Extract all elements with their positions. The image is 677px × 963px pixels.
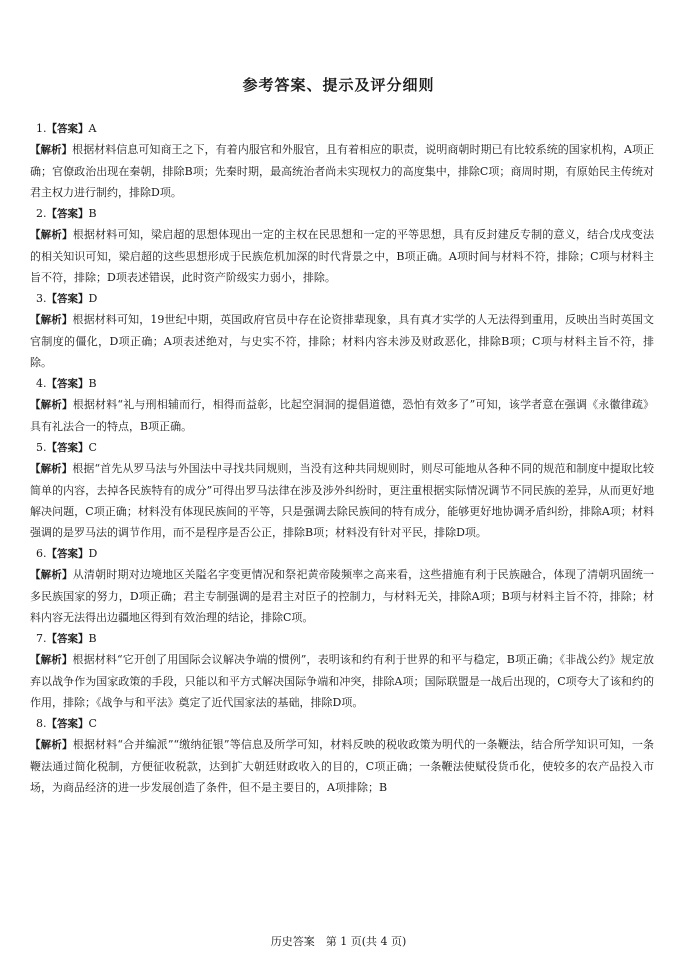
answer-value: B bbox=[88, 632, 97, 645]
question-item bbox=[30, 373, 654, 437]
question-item bbox=[30, 288, 654, 373]
analysis-tag: 【解析】 bbox=[30, 654, 73, 666]
answer-line bbox=[30, 628, 654, 649]
analysis-text: 根据材料“礼与刑相辅而行，相得而益彰，比起空洞洞的提倡道德，恐怕有效多了”可知，该学者意在强调《永徽律疏》具有礼法合一的特点，B项正确。 bbox=[30, 398, 654, 433]
analysis-text: 根据材料“合并编派”“缴纳征银”等信息及所学可知，材料反映的税收政策为明代的一条鞭法，结合所学知识可知，一条鞭法通过简化税制，方便征收税款，达到扩大朝廷财政收入的目的，C项正确；一条鞭法使赋役货币化，使较多的农产品投入市场，为商品经济的进一步发展创造了条件，但不是主要目的，A项排除；B bbox=[30, 738, 654, 794]
answer-value: A bbox=[88, 122, 97, 135]
analysis-tag: 【解析】 bbox=[30, 739, 73, 751]
question-number: 6. bbox=[36, 547, 47, 560]
analysis-text: 根据材料可知，梁启超的思想体现出一定的主权在民思想和一定的平等思想，具有反封建反专制的意义，结合戊戌变法的相关知识可知，梁启超的这些思想形成于民族危机加深的时代背景之中，B项正确。A项时间与材料不符，排除；C项与材料主旨不符，排除；D项表述错误，此时资产阶级实力弱小，排除。 bbox=[30, 228, 655, 284]
answer-value: B bbox=[88, 377, 97, 390]
question-item bbox=[30, 118, 654, 203]
analysis-text: 从清朝时期对边境地区关隘名字变更情况和祭祀黄帝陵频率之高来看，这些措施有利于民族融合，体现了清朝巩固统一多民族国家的努力，D项正确；君主专制强调的是君主对臣子的控制力，与材料无关，排除A项；B项与材料主旨不符，排除；材料内容无法得出边疆地区得到有效治理的结论，排除C项。 bbox=[30, 568, 655, 624]
question-number: 1. bbox=[36, 122, 47, 135]
analysis-paragraph bbox=[30, 649, 654, 713]
answer-value: C bbox=[88, 717, 97, 730]
question-number: 2. bbox=[36, 207, 47, 220]
answer-tag: 【答案】 bbox=[46, 293, 89, 305]
analysis-paragraph bbox=[30, 309, 654, 373]
question-item bbox=[30, 437, 654, 543]
question-item bbox=[30, 713, 654, 798]
answer-tag: 【答案】 bbox=[46, 718, 89, 730]
answers-list bbox=[30, 118, 654, 798]
answer-value: C bbox=[88, 441, 97, 454]
answer-tag: 【答案】 bbox=[46, 548, 89, 560]
answer-line bbox=[30, 118, 654, 139]
question-item bbox=[30, 628, 654, 713]
question-item bbox=[30, 543, 654, 628]
answer-line bbox=[30, 437, 654, 458]
question-number: 3. bbox=[36, 292, 47, 305]
analysis-text: 根据材料信息可知商王之下，有着内服官和外服官，且有着相应的职责，说明商朝时期已有比较系统的国家机构，A项正确；官僚政治出现在秦朝，排除B项；先秦时期，最高统治者尚未实现权力的高度集中，排除C项；商周时期，有原始民主传统对君主权力进行制约，排除D项。 bbox=[30, 143, 654, 199]
question-number: 4. bbox=[36, 377, 47, 390]
answer-line bbox=[30, 373, 654, 394]
analysis-paragraph bbox=[30, 394, 654, 437]
analysis-tag: 【解析】 bbox=[30, 569, 73, 581]
analysis-tag: 【解析】 bbox=[30, 314, 73, 326]
analysis-paragraph bbox=[30, 224, 654, 288]
question-item bbox=[30, 203, 654, 288]
analysis-tag: 【解析】 bbox=[30, 463, 73, 475]
page-footer: 历史答案 第 1 页(共 4 页) bbox=[270, 935, 407, 948]
answer-tag: 【答案】 bbox=[46, 123, 89, 135]
answer-tag: 【答案】 bbox=[46, 378, 89, 390]
analysis-tag: 【解析】 bbox=[30, 144, 73, 156]
answer-line bbox=[30, 713, 654, 734]
answer-tag: 【答案】 bbox=[46, 442, 89, 454]
analysis-text: 根据材料可知，19世纪中期，英国政府官员中存在论资排辈现象，具有真才实学的人无法得到重用，反映出当时英国文官制度的僵化，D项正确；A项表述绝对，与史实不符，排除；材料内容未涉及财政恶化，排除B项；C项与材料主旨不符，排除。 bbox=[30, 313, 654, 369]
analysis-text: 根据材料“它开创了用国际会议解决争端的惯例”，表明该和约有利于世界的和平与稳定，B项正确；《非战公约》规定放弃以战争作为国家政策的手段，只能以和平方式解决国际争端和冲突，排除A项；国际联盟是一战后出现的，C项夸大了该和约的作用，排除；《战争与和平法》奠定了近代国家法的基础，排除D项。 bbox=[30, 653, 655, 709]
question-number: 5. bbox=[36, 441, 47, 454]
analysis-text: 根据“首先从罗马法与外国法中寻找共同规则，当没有这种共同规则时，则尽可能地从各种不同的规范和制度中提取比较简单的内容，去掉各民族特有的成分”可得出罗马法律在涉及涉外纠纷时，更注重根据实际情况调节不同民族的差异，从而更好地解决问题，C项正确；材料没有体现民族间的平等，只是强调去除民族间的特有成分，能够更好地协调矛盾纠纷，排除A项；材料强调的是罗马法的调节作用，而不是程序是否公正，排除B项；材料没有针对平民，排除D项。 bbox=[30, 462, 654, 539]
answer-value: B bbox=[88, 207, 97, 220]
answer-value: D bbox=[88, 292, 98, 305]
analysis-paragraph bbox=[30, 564, 654, 628]
analysis-tag: 【解析】 bbox=[30, 399, 73, 411]
analysis-paragraph bbox=[30, 458, 654, 543]
analysis-tag: 【解析】 bbox=[30, 229, 73, 241]
answer-line bbox=[30, 543, 654, 564]
answer-line bbox=[30, 203, 654, 224]
question-number: 7. bbox=[36, 632, 47, 645]
answer-value: D bbox=[88, 547, 98, 560]
answer-line bbox=[30, 288, 654, 309]
answer-tag: 【答案】 bbox=[46, 633, 89, 645]
question-number: 8. bbox=[36, 717, 47, 730]
analysis-paragraph bbox=[30, 139, 654, 203]
page-title: 参考答案、提示及评分细则 bbox=[242, 76, 435, 94]
answer-tag: 【答案】 bbox=[46, 208, 89, 220]
analysis-paragraph bbox=[30, 734, 654, 798]
